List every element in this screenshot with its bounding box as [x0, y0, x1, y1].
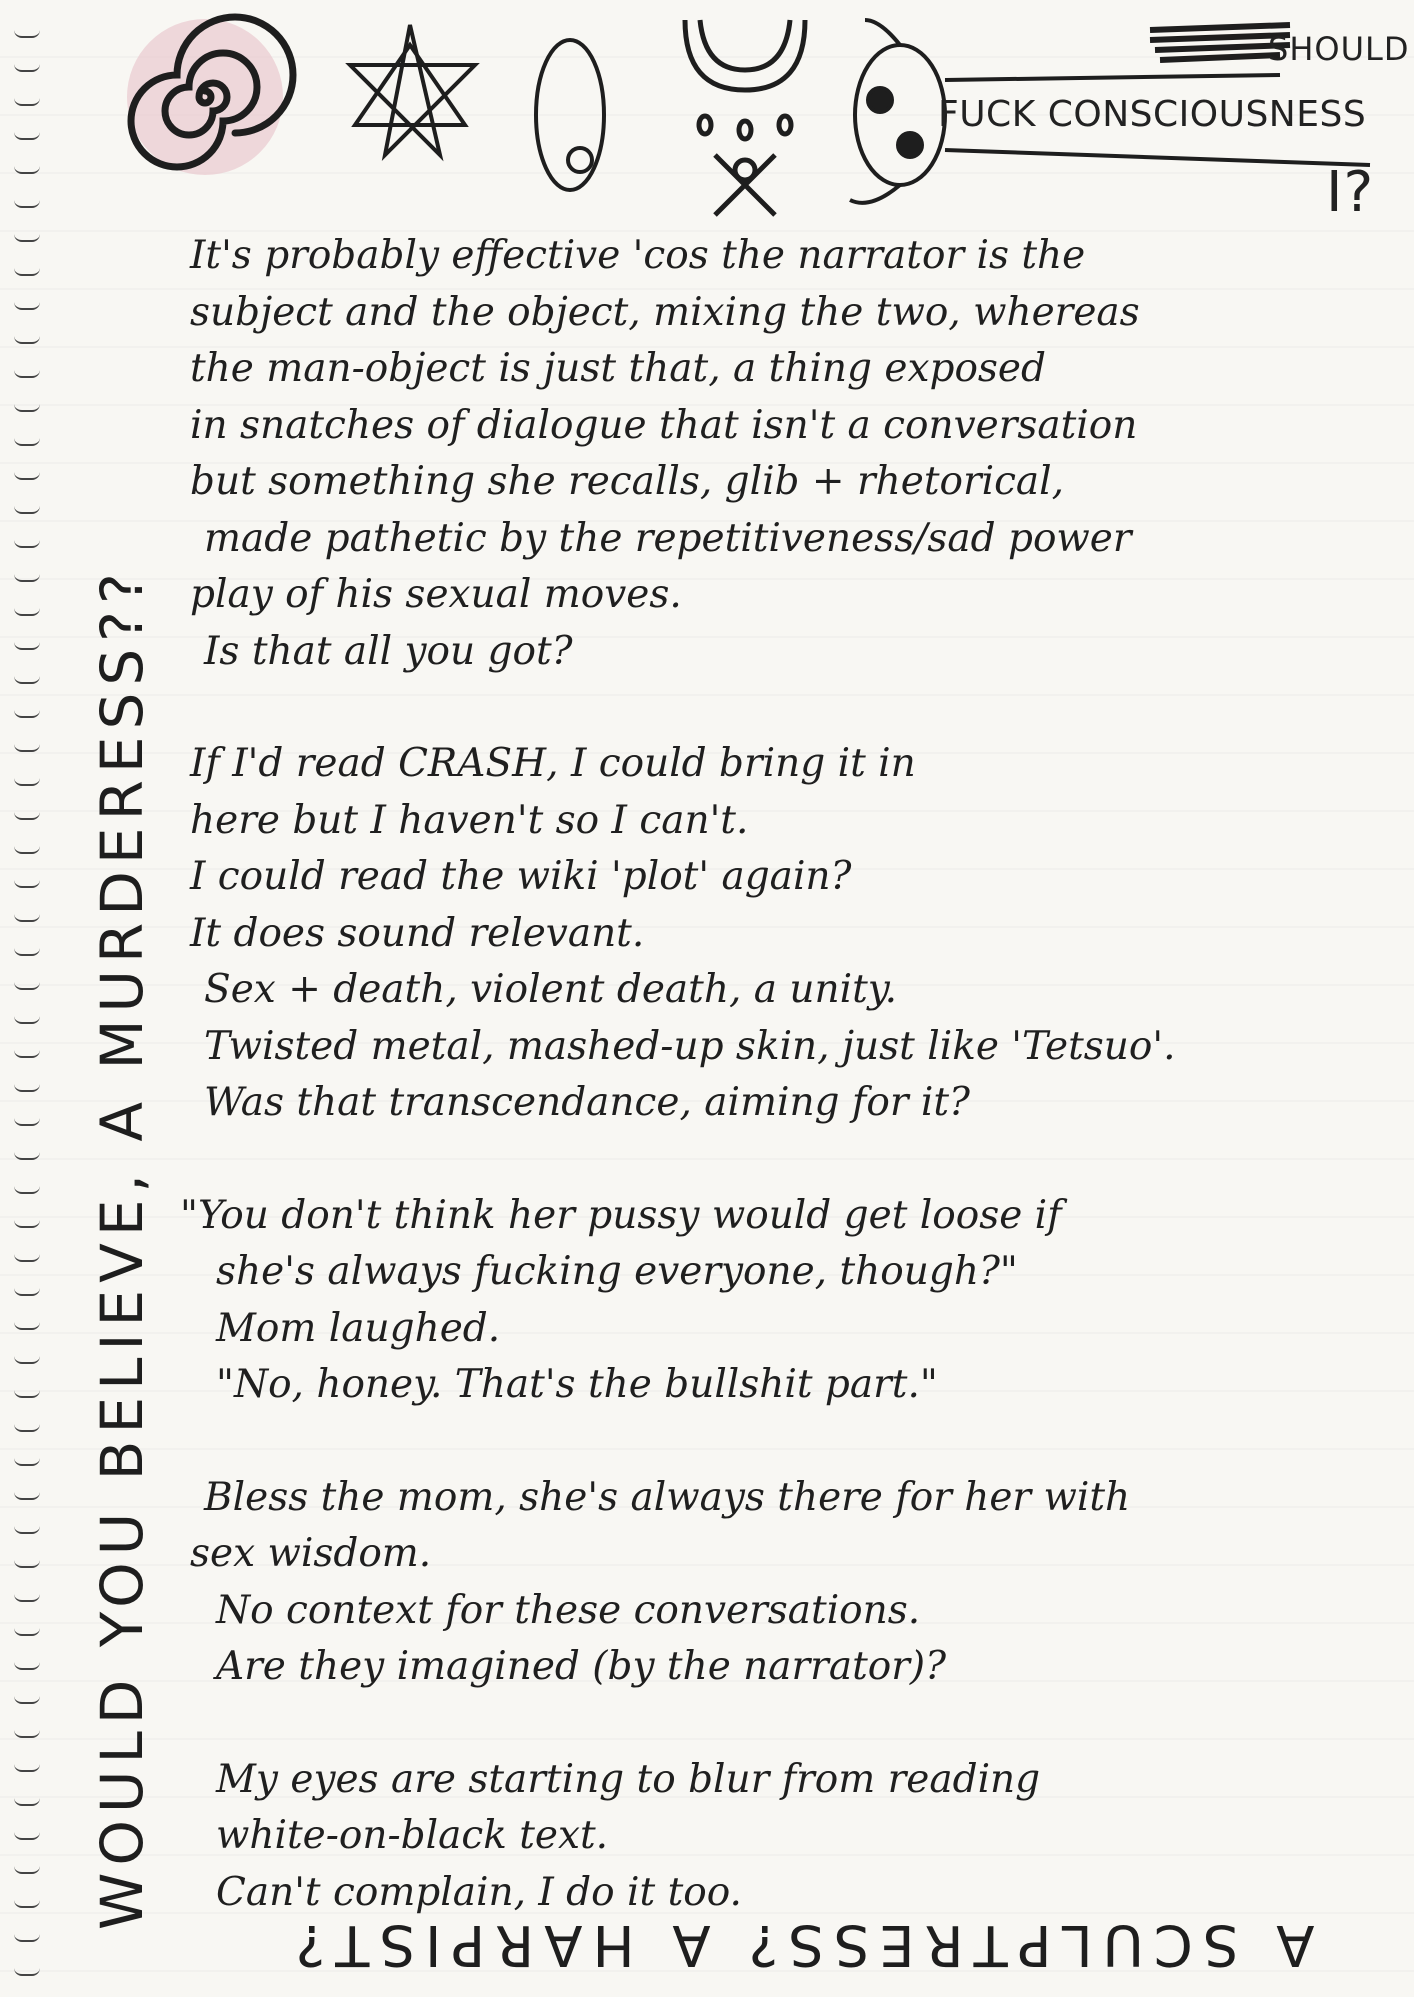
- binding-ring: [14, 880, 40, 888]
- binding-ring: [14, 234, 40, 242]
- text-line: I could read the wiki 'plot' again?: [190, 854, 852, 899]
- text-line: play of his sexual moves.: [190, 572, 682, 617]
- paragraph-2: [190, 736, 1390, 1132]
- text-line: If I'd read CRASH, I could bring it in: [190, 741, 916, 786]
- binding-ring: [14, 302, 40, 310]
- binding-ring: [14, 1424, 40, 1432]
- text-line: made pathetic by the repetitiveness/sad power: [204, 515, 1132, 561]
- header-note-should: SHOULD: [1268, 30, 1410, 68]
- binding-ring: [14, 1118, 40, 1126]
- text-line: Was that transcendance, aiming for it?: [204, 1080, 970, 1125]
- text-line: subject and the object, mixing the two, whereas: [190, 289, 1140, 335]
- spiral-icon: [127, 17, 293, 175]
- binding-ring: [14, 608, 40, 616]
- header-note-fuck-consciousness: FUCK CONSCIOUSNESS: [938, 94, 1367, 135]
- oval-eye-icon: [536, 40, 604, 190]
- header-note-i-question: I?: [1326, 160, 1375, 225]
- binding-ring: [14, 200, 40, 208]
- text-line: It's probably effective 'cos the narrator is the: [190, 233, 1086, 278]
- crescent-figure-icon: [685, 20, 805, 215]
- binding-ring: [14, 1798, 40, 1806]
- binding-ring: [14, 268, 40, 276]
- text-line: Can't complain, I do it too.: [216, 1869, 742, 1915]
- binding-ring: [14, 1458, 40, 1466]
- text-line: but something she recalls, glib + rhetorical,: [190, 459, 1065, 504]
- binding-ring: [14, 778, 40, 786]
- binding-ring: [14, 30, 40, 38]
- text-line: in snatches of dialogue that isn't a conversation: [190, 402, 1138, 448]
- binding-ring: [14, 132, 40, 140]
- binding-ring: [14, 1594, 40, 1602]
- binding-ring: [14, 1560, 40, 1568]
- text-line: "No, honey. That's the bullshit part.": [216, 1362, 938, 1407]
- text-line: Is that all you got?: [204, 628, 573, 674]
- binding-ring: [14, 1016, 40, 1024]
- text-line: the man-object is just that, a thing exposed: [190, 346, 1046, 391]
- handwritten-body: [180, 228, 1390, 1921]
- paragraph-4: [190, 1470, 1390, 1696]
- paragraph-1: [190, 228, 1390, 680]
- binding-ring: [14, 1220, 40, 1228]
- text-line: here but I haven't so I can't.: [190, 797, 749, 843]
- binding-ring: [14, 642, 40, 650]
- paragraph-3-quote: [180, 1188, 1390, 1414]
- text-line: Mom laughed.: [216, 1305, 501, 1351]
- binding-ring: [14, 404, 40, 412]
- binding-ring: [14, 1968, 40, 1976]
- upside-down-bottom-note: A SCULPTRESS? A HARPIST?: [285, 1912, 1315, 1977]
- binding-ring: [14, 1730, 40, 1738]
- binding-ring: [14, 1492, 40, 1500]
- binding-ring: [14, 574, 40, 582]
- binding-ring: [14, 64, 40, 72]
- binding-ring: [14, 472, 40, 480]
- vertical-margin-title: WOULD YOU BELIEVE, A MURDERESS??: [88, 566, 156, 1930]
- binding-ring: [14, 1934, 40, 1942]
- binding-ring: [14, 846, 40, 854]
- binding-ring: [14, 438, 40, 446]
- heptagram-star-icon: [350, 25, 475, 155]
- paragraph-5: [190, 1752, 1390, 1922]
- binding-ring: [14, 166, 40, 174]
- text-line: Sex + death, violent death, a unity.: [204, 967, 898, 1012]
- binding-ring: [14, 540, 40, 548]
- text-line: sex wisdom.: [190, 1531, 432, 1576]
- binding-ring: [14, 1628, 40, 1636]
- spiral-binding: [0, 0, 48, 1997]
- binding-ring: [14, 1254, 40, 1262]
- text-line: she's always fucking everyone, though?": [216, 1249, 1018, 1294]
- text-line: Bless the mom, she's always there for her with: [204, 1474, 1131, 1520]
- binding-ring: [14, 1084, 40, 1092]
- binding-ring: [14, 1356, 40, 1364]
- binding-ring: [14, 1186, 40, 1194]
- text-line: "You don't think her pussy would get loose if: [180, 1192, 1062, 1238]
- binding-ring: [14, 336, 40, 344]
- binding-ring: [14, 370, 40, 378]
- binding-ring: [14, 1152, 40, 1160]
- binding-ring: [14, 1866, 40, 1874]
- binding-ring: [14, 1696, 40, 1704]
- binding-ring: [14, 744, 40, 752]
- binding-ring: [14, 98, 40, 106]
- text-line: No context for these conversations.: [216, 1587, 921, 1633]
- binding-ring: [14, 1662, 40, 1670]
- text-line: Are they imagined (by the narrator)?: [216, 1644, 946, 1689]
- binding-ring: [14, 1764, 40, 1772]
- binding-ring: [14, 506, 40, 514]
- binding-ring: [14, 676, 40, 684]
- text-line: white-on-black text.: [216, 1813, 609, 1858]
- binding-ring: [14, 1900, 40, 1908]
- binding-ring: [14, 812, 40, 820]
- binding-ring: [14, 1832, 40, 1840]
- binding-ring: [14, 1526, 40, 1534]
- binding-ring: [14, 1288, 40, 1296]
- text-line: Twisted metal, mashed-up skin, just like 'Tetsuo'.: [204, 1023, 1176, 1069]
- binding-ring: [14, 982, 40, 990]
- binding-ring: [14, 914, 40, 922]
- text-line: It does sound relevant.: [190, 910, 645, 956]
- binding-ring: [14, 1390, 40, 1398]
- binding-ring: [14, 1322, 40, 1330]
- binding-ring: [14, 1050, 40, 1058]
- text-line: My eyes are starting to blur from reading: [216, 1756, 1041, 1802]
- binding-ring: [14, 710, 40, 718]
- binding-ring: [14, 948, 40, 956]
